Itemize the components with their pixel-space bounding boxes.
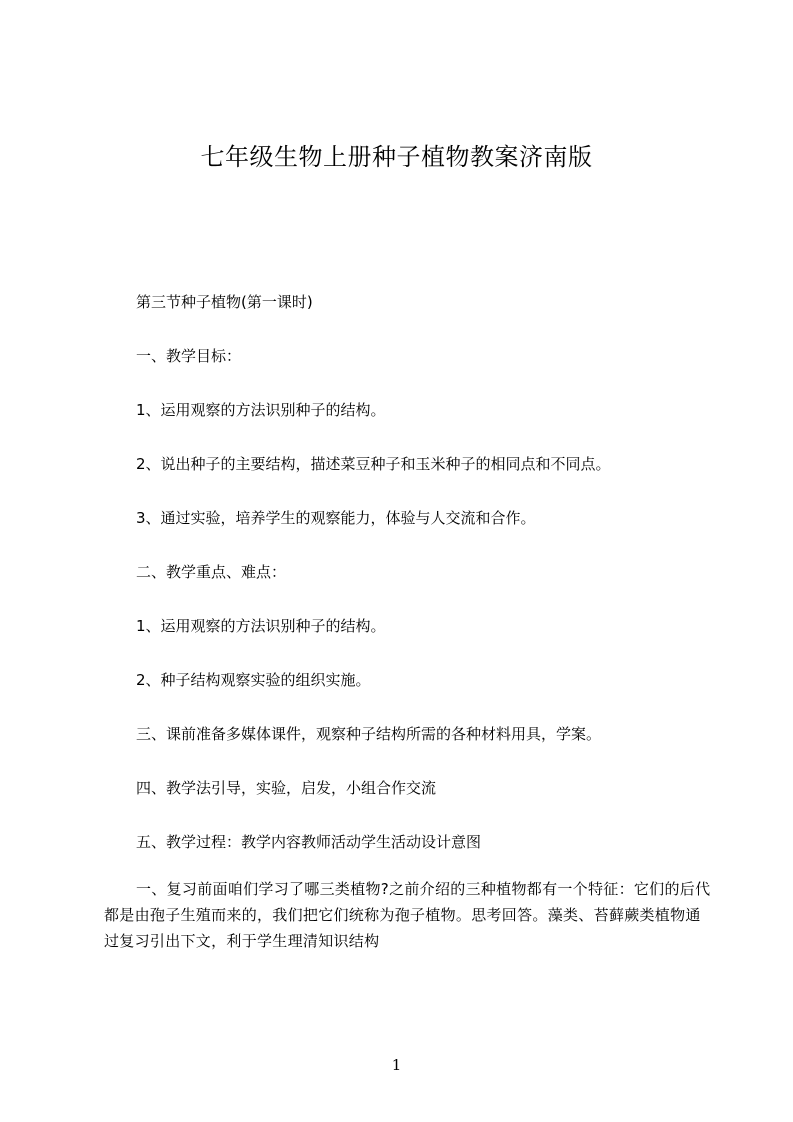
section-heading: 第三节种子植物(第一课时) — [136, 293, 313, 311]
review-paragraph: 一、复习前面咱们学习了哪三类植物?之前介绍的三种植物都有一个特征：它们的后代都是由孢子生殖而来的，我们把它们统称为孢子植物。思考回答。藻类、苔藓蕨类植物通过复习引出下文，利于学生理清知识结构 — [104, 880, 711, 950]
objectives-heading: 一、教学目标： — [136, 347, 242, 365]
methods-line: 四、教学法引导，实验，启发，小组合作交流 — [136, 779, 437, 797]
objective-item-1: 1、运用观察的方法识别种子的结构。 — [136, 401, 386, 419]
objective-item-2: 2、说出种子的主要结构，描述菜豆种子和玉米种子的相同点和不同点。 — [136, 455, 611, 473]
page-number: 1 — [391, 1056, 402, 1074]
preparation-line: 三、课前准备多媒体课件，观察种子结构所需的各种材料用具，学案。 — [136, 725, 602, 743]
objective-item-3: 3、通过实验，培养学生的观察能力，体验与人交流和合作。 — [136, 509, 536, 527]
key-point-item-1: 1、运用观察的方法识别种子的结构。 — [136, 617, 386, 635]
process-heading: 五、教学过程：教学内容教师活动学生活动设计意图 — [136, 833, 482, 851]
key-points-heading: 二、教学重点、难点： — [136, 563, 287, 581]
key-point-item-2: 2、种子结构观察实验的组织实施。 — [136, 671, 371, 689]
document-title: 七年级生物上册种子植物教案济南版 — [200, 143, 593, 171]
